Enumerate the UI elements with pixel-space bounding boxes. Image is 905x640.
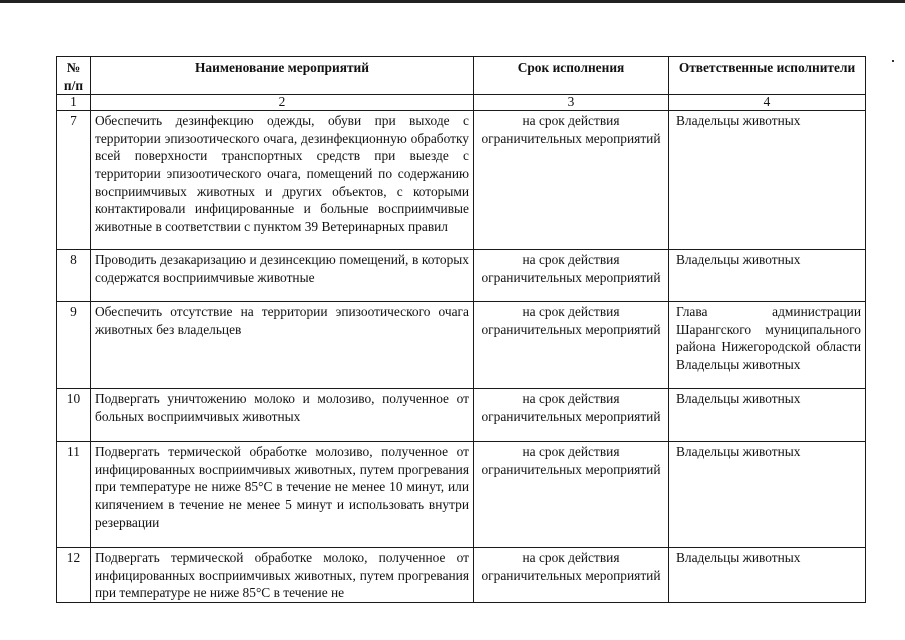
- header-resp: Ответственные исполнители: [669, 57, 866, 95]
- table-row: [57, 442, 866, 548]
- row-responsible: Глава администрации Шарангского муниципального района Нижегородской области Владельцы животных: [669, 302, 866, 389]
- row-responsible: Владельцы животных: [669, 442, 866, 548]
- row-number: 7: [57, 111, 91, 250]
- row-description: Обеспечить отсутствие на территории эпизоотического очага животных без владельцев: [91, 302, 474, 389]
- row-description: Подвергать термической обработке молоко, полученное от инфицированных восприимчивых животных, путем прогревания при температуре не ниже 85°С в течение не: [91, 548, 474, 603]
- row-number: 10: [57, 389, 91, 442]
- table-row: [57, 389, 866, 442]
- row-description: Подвергать термической обработке молозиво, полученное от инфицированных восприимчивых животных, путем прогревания при температуре не ниже 85°С в течение не менее 10 минут, или кипячением в течение не менее 5 минут и использовать внутри резервации: [91, 442, 474, 548]
- header-term: Срок исполнения: [474, 57, 669, 95]
- row-number: 8: [57, 250, 91, 302]
- table-header-row: [57, 57, 866, 95]
- index-cell: 2: [91, 95, 474, 111]
- row-term: на срок действия ограничительных мероприятий: [474, 389, 669, 442]
- row-description: Подвергать уничтожению молоко и молозиво, полученное от больных восприимчивых животных: [91, 389, 474, 442]
- table-row: [57, 302, 866, 389]
- index-cell: 4: [669, 95, 866, 111]
- row-responsible: Владельцы животных: [669, 548, 866, 603]
- header-num: № п/п: [57, 57, 91, 95]
- row-term: на срок действия ограничительных мероприятий: [474, 302, 669, 389]
- row-term: на срок действия ограничительных мероприятий: [474, 442, 669, 548]
- row-term: на срок действия ограничительных мероприятий: [474, 111, 669, 250]
- row-description: Обеспечить дезинфекцию одежды, обуви при выходе с территории эпизоотического очага, дезинфекционную обработку всей поверхности транспортных средств при выезде с территории эпизоотического очага, помещений по содержанию восприимчивых животных и других объектов, с которыми контактировали инфицированные и больные восприимчивые животные в соответствии с пунктом 39 Ветеринарных правил: [91, 111, 474, 250]
- column-index-row: [57, 95, 866, 111]
- header-name: Наименование мероприятий: [91, 57, 474, 95]
- index-cell: 1: [57, 95, 91, 111]
- row-responsible: Владельцы животных: [669, 389, 866, 442]
- scan-speck: [892, 60, 894, 62]
- page-top-border: [0, 0, 905, 3]
- row-description: Проводить дезакаризацию и дезинсекцию помещений, в которых содержатся восприимчивые животные: [91, 250, 474, 302]
- table-row: [57, 111, 866, 250]
- row-number: 9: [57, 302, 91, 389]
- row-responsible: Владельцы животных: [669, 111, 866, 250]
- row-responsible: Владельцы животных: [669, 250, 866, 302]
- measures-table: [56, 56, 866, 603]
- table-row: [57, 548, 866, 603]
- row-number: 12: [57, 548, 91, 603]
- row-term: на срок действия ограничительных мероприятий: [474, 548, 669, 603]
- index-cell: 3: [474, 95, 669, 111]
- row-term: на срок действия ограничительных мероприятий: [474, 250, 669, 302]
- table-row: [57, 250, 866, 302]
- row-number: 11: [57, 442, 91, 548]
